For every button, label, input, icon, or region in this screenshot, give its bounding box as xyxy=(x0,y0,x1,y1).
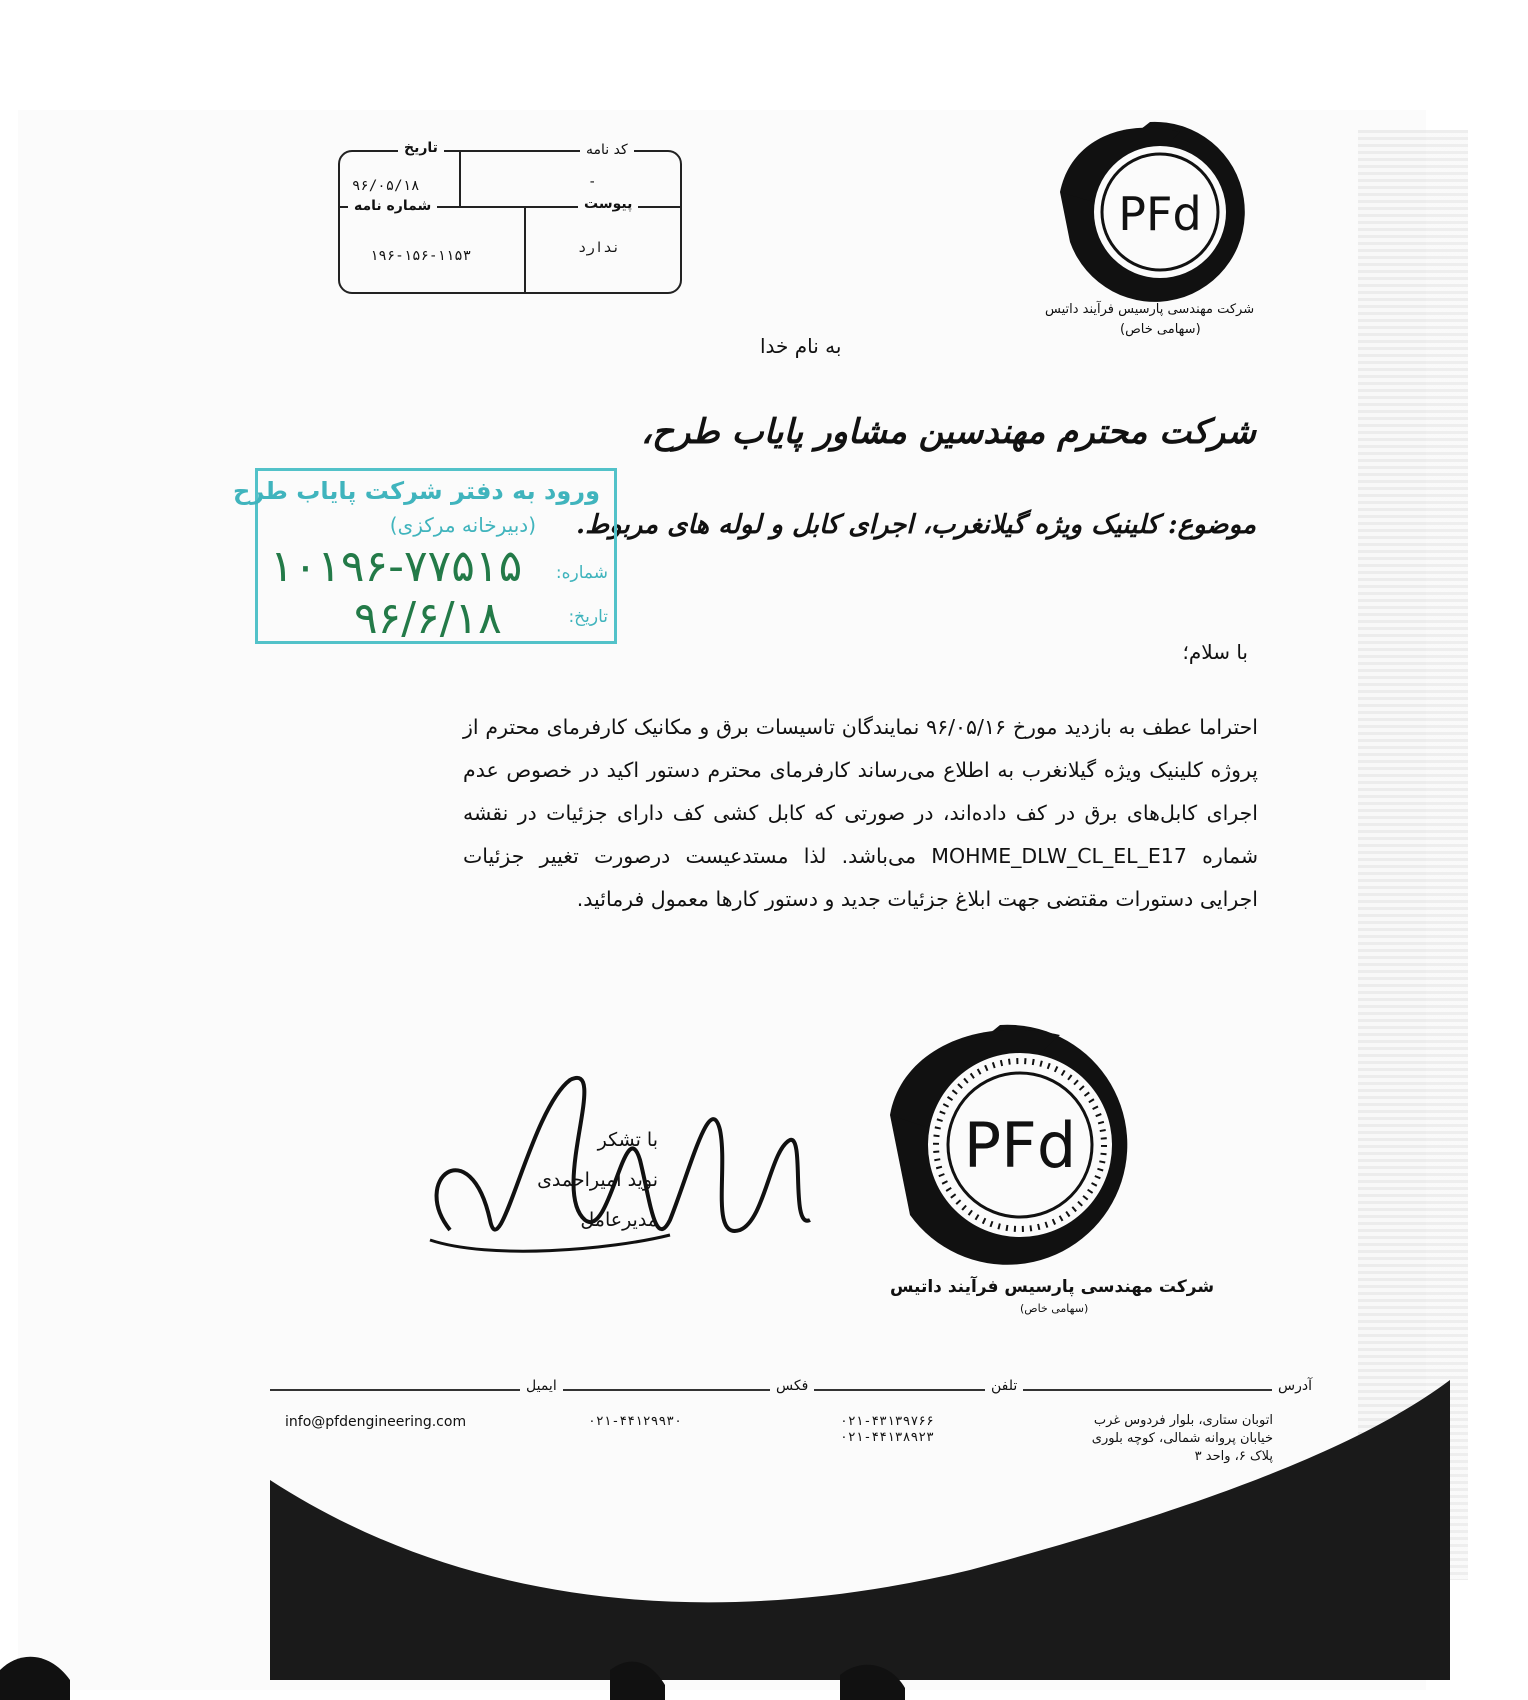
scan-shadow xyxy=(1358,130,1468,1580)
footer-fax-label: فکس xyxy=(770,1378,814,1394)
letter-info-box xyxy=(338,140,682,294)
logo-text: PFd xyxy=(1118,187,1202,241)
greeting: با سلام؛ xyxy=(1182,640,1248,664)
subject: موضوع: کلینیک ویژه گیلانغرب، اجرای کابل و لوله های مربوط. xyxy=(576,510,1256,540)
letter-body: احتراما عطف به بازدید مورخ ۹۶/۰۵/۱۶ نمایندگان تاسیسات برق و مکانیک کارفرمای محترم از پروژه کلینیک ویژه گیلانغرب به اطلاع می‌رساند کارفرمای محترم دستور اکید در خصوص عدم اجرای کابل‌های برق در کف داده‌اند، در صورتی که کابل کشی کف دارای جزئیات در نقشه شماره MOHME_DLW_CL_EL_E17 می‌باشد. لذا مستدعیست درصورت تغییر جزئیات اجرایی دستورات مقتضی جهت ابلاغ جزئیات جدید و دستور کارها معمول فرمائید. xyxy=(463,715,1258,911)
stamp-number-handwritten: ۱۰۱۹۶-۷۷۵۱۵ xyxy=(270,541,523,592)
letter-info-grid xyxy=(340,152,680,292)
stamp-title: ورود به دفتر شرکت پایاب طرح xyxy=(233,477,600,505)
letter-code-value: - xyxy=(588,174,597,190)
attachment-value: ندارد xyxy=(578,240,621,256)
phone-number: ۰۲۱-۴۳۱۳۹۷۶۶ xyxy=(840,1414,934,1429)
handwritten-signature xyxy=(410,1070,830,1290)
company-type-top: (سهامی خاص) xyxy=(1120,322,1201,337)
closing-thanks: با تشکر xyxy=(597,1129,658,1151)
company-type-seal: (سهامی خاص) xyxy=(1020,1302,1089,1315)
recipient: شرکت محترم مهندسین مشاور پایاب طرح، xyxy=(641,412,1256,452)
receipt-stamp xyxy=(233,468,617,644)
attachment-label: پیوست xyxy=(578,196,638,212)
company-name-seal: شرکت مهندسی پارسیس فرآیند داتیس xyxy=(890,1277,1215,1297)
letter-date-label: تاریخ xyxy=(398,140,444,156)
footer-phones xyxy=(840,1414,934,1446)
signer-title: مدیرعامل xyxy=(580,1209,658,1231)
footer-address-label: آدرس xyxy=(1272,1378,1318,1394)
stamp-subtitle: (دبیرخانه مرکزی) xyxy=(389,513,536,537)
stamp-date-label: تاریخ: xyxy=(568,607,608,627)
phone-number: ۰۲۱-۴۴۱۳۸۹۲۳ xyxy=(840,1430,934,1445)
stamp-number-label: شماره: xyxy=(555,563,608,583)
footer-phone-label: تلفن xyxy=(985,1378,1023,1394)
seal-logo-text: PFd xyxy=(963,1109,1077,1182)
address-line: اتوبان ستاری، بلوار فردوس غرب xyxy=(1093,1413,1273,1428)
letter-number-label: شماره نامه xyxy=(348,198,437,214)
company-name-top: شرکت مهندسی پارسیس فرآیند داتیس xyxy=(1045,302,1255,317)
email-address[interactable]: info@pfdengineering.com xyxy=(285,1414,467,1430)
basmala: به نام خدا xyxy=(760,334,842,358)
company-logo-top xyxy=(1050,112,1250,302)
scan-artifacts xyxy=(0,1640,1528,1700)
signer-name: نوید امیراحمدی xyxy=(537,1169,658,1191)
fax-number: ۰۲۱-۴۴۱۲۹۹۳۰ xyxy=(588,1414,682,1429)
letter-code-label: کد نامه xyxy=(580,142,634,158)
address-line: خیابان پروانه شمالی، کوچه بلوری xyxy=(1091,1431,1273,1446)
letter-number-value: ۱۹۶-۱۵۶-۱۱۵۳ xyxy=(370,248,472,264)
footer-address xyxy=(1045,1412,1273,1466)
footer-email-label: ایمیل xyxy=(520,1378,563,1394)
address-line: پلاک ۶، واحد ۳ xyxy=(1194,1449,1273,1464)
company-seal xyxy=(880,1015,1140,1265)
letter-date-value: ۹۶/۰۵/۱۸ xyxy=(352,178,420,194)
stamp-date-handwritten: ۹۶/۶/۱۸ xyxy=(354,593,502,644)
